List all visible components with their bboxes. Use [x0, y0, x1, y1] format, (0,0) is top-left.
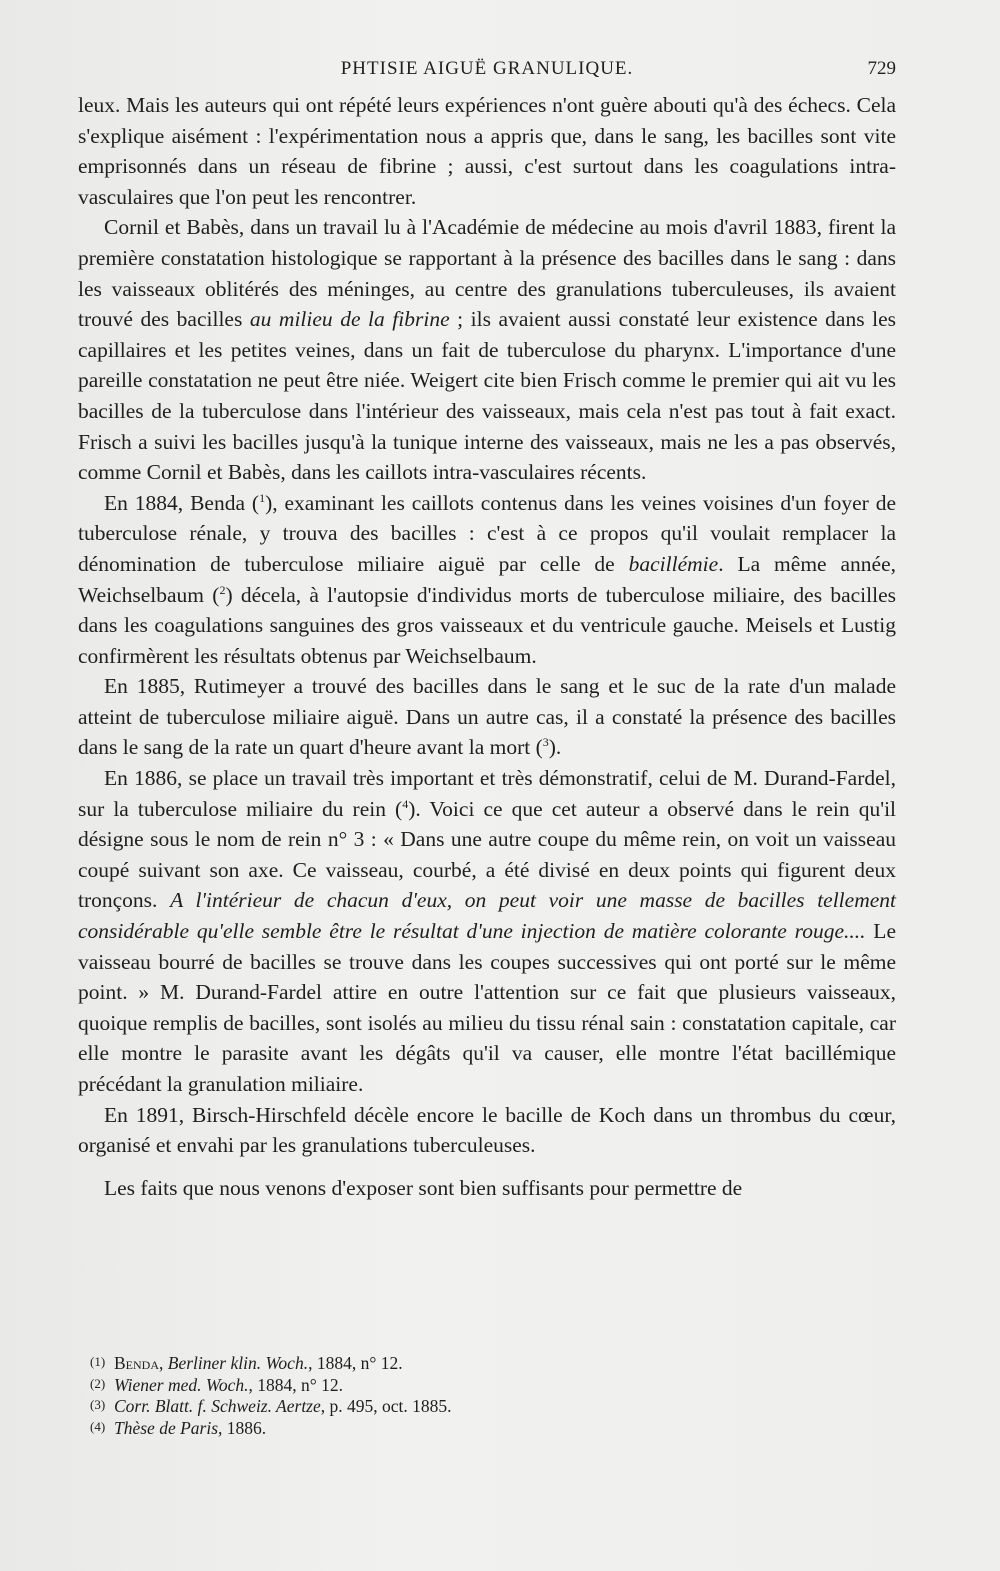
text-run: ). Voici ce que cet auteur a observé dans le rein qu'il désigne sous le nom de rein n° 3 : « Dans une autre coupe du même rein, on voit un vaisseau coupé suivant son axe. Ce vaisseau, courbé, a été divisé en deux points qui figurent deux tronçons. [78, 796, 897, 913]
footnote [90, 1352, 790, 1374]
footnote-number: (1) [90, 1354, 106, 1369]
footnote [90, 1395, 790, 1417]
text-run: , 1884, n° 12. [308, 1353, 403, 1373]
text-run: Les faits que nous venons d'exposer sont bien suffisants pour permettre de [104, 1175, 743, 1200]
paragraph-7 [78, 1173, 896, 1204]
running-title: PHTISIE AIGUË GRANULIQUE. [340, 58, 634, 79]
italic-text: A l'intérieur de chacun d'eux, on peut voir une masse de bacilles tellement considérable qu'elle semble être le résultat d'une injection de matière colorante rouge.... [78, 888, 896, 944]
footnote-number: (3) [90, 1397, 106, 1412]
paragraph-6 [78, 1100, 896, 1161]
footnote-ref: 1 [259, 490, 266, 505]
body-text [78, 90, 896, 1203]
footnote-number: (4) [90, 1418, 106, 1434]
footnote-ref: 3 [542, 735, 549, 750]
text-run: ; ils avaient aussi constaté leur existence dans les capillaires et les petites veines, dans un fait de tuberculose du pharynx. L'importance d'une pareille constatation ne peut être niée. Weigert cite bien Frisch comme le premier qui ait vu les bacilles de la tuberculose dans l'intérieur des vaisseaux, mais cela n'est pas tout à fait exact. Frisch a suivi les bacilles jusqu'à la tunique interne des vaisseaux, mais ne les a pas observés, comme Cornil et Babès, dans les caillots intra-vasculaires récents. [78, 307, 896, 485]
footnotes [90, 1352, 790, 1438]
paragraph-4 [78, 671, 896, 763]
text-run: . La même année, Weichselbaum ( [78, 551, 896, 607]
footnote [90, 1374, 790, 1396]
text-run: Le vaisseau bourré de bacilles se trouve dans les coupes successives qui ont porté sur le même point. » M. Durand-Fardel attire en outre l'attention sur ce fait que plusieurs vaisseaux, quoique remplis de bacilles, sont isolés au milieu du tissu rénal sain : constatation capitale, car elle montre le parasite avant les dégâts qu'il va causer, elle montre l'état bacillémique précédant la granulation miliaire. [78, 919, 896, 1096]
footnote-ref: 2 [219, 582, 226, 597]
text-run: , p. 495, oct. 1885. [320, 1396, 452, 1416]
italic-text: Berliner klin. Woch. [167, 1353, 309, 1373]
text-run: leux. Mais les auteurs qui ont répété leurs expériences n'ont guère abouti qu'à des échecs. Cela s'explique aisément : l'expérimentation nous a appris que, dans le sang, les bacilles sont vite emprisonnés dans un réseau de fibrine ; aussi, c'est surtout dans les coagulations intra-vasculaires que l'on peut les rencontrer. [78, 93, 896, 209]
text-run: En 1885, Rutimeyer a trouvé des bacilles dans le sang et le suc de la rate d'un malade atteint de tuberculose miliaire aiguë. Dans un autre cas, il a constaté la présence des bacilles dans le sang de la rate un quart d'heure avant la mort ( [78, 674, 896, 760]
footnote [90, 1417, 790, 1439]
italic-text: Wiener med. Woch. [114, 1374, 249, 1395]
italic-text: au milieu de la fibrine [249, 307, 450, 332]
text-run: , 1886. [218, 1417, 267, 1438]
paragraph-2 [78, 212, 896, 487]
text-run: , [159, 1353, 168, 1373]
page-header [78, 58, 896, 88]
paragraph-5 [78, 763, 896, 1100]
italic-text: Corr. Blatt. f. Schweiz. Aertze [114, 1396, 321, 1416]
italic-text: bacillémie [628, 551, 719, 576]
text-run: ) décela, à l'autopsie d'individus morts de tuberculose miliaire, des bacilles dans les coagulations sanguines des gros vaisseaux et du ventricule gauche. Meisels et Lustig confirmèrent les résultats obtenus par Weichselbaum. [78, 582, 896, 668]
text-run: En 1891, Birsch-Hirschfeld décèle encore le bacille de Koch dans un thrombus du cœur, organisé et envahi par les granulations tuberculeuses. [78, 1102, 896, 1158]
paragraph-1 [78, 90, 896, 212]
footnote-ref: 4 [402, 796, 409, 811]
text-run: Cornil et Babès, dans un travail lu à l'Académie de médecine au mois d'avril 1883, firent la première constatation histologique se rapportant à la présence des bacilles dans le sang : dans les vaisseaux oblitérés des méninges, au centre des granulations tuberculeuses, ils avaient trouvé des bacilles [78, 215, 896, 332]
author-name: Benda [114, 1353, 160, 1373]
page-number: 729 [867, 58, 896, 79]
italic-text: Thèse de Paris [114, 1417, 219, 1438]
text-run: En 1886, se place un travail très important et très démonstratif, celui de M. Durand-Fardel, sur la tuberculose miliaire du rein ( [78, 766, 896, 821]
text-run: ). [548, 735, 562, 760]
text-run: , 1884, n° 12. [248, 1374, 343, 1395]
footnote-number: (2) [90, 1375, 106, 1391]
text-run: En 1884, Benda ( [104, 490, 260, 515]
paragraph-3 [78, 488, 896, 672]
text-run: ), examinant les caillots contenus dans les veines voisines d'un foyer de tuberculose rénale, y trouva des bacilles : c'est à ce propos qu'il voulait remplacer la dénomination de tuberculose miliaire aiguë par celle de [78, 490, 896, 576]
